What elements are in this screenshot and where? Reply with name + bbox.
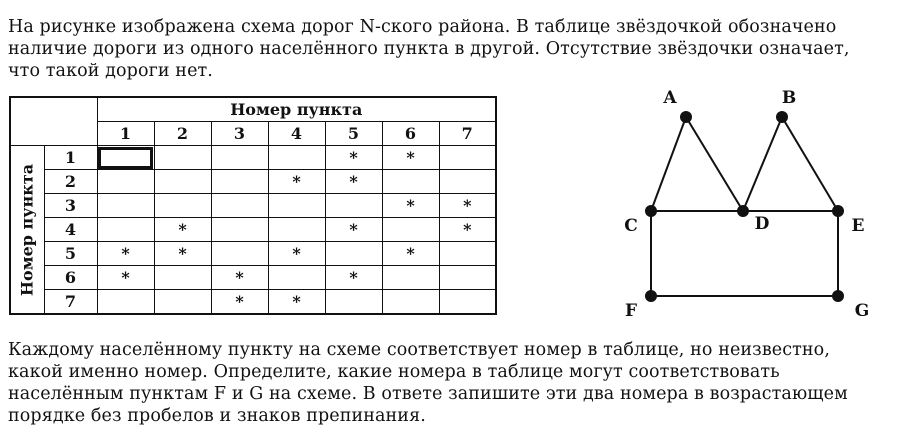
table-cell: * xyxy=(211,290,268,315)
road-B-D xyxy=(743,117,782,211)
node-C xyxy=(645,205,657,217)
table-cell xyxy=(97,290,154,315)
node-label-D: D xyxy=(754,214,770,234)
table-cell: * xyxy=(268,170,325,194)
question-line: населённым пунктам F и G на схеме. В ответе запишите эти два номера в возрастающем xyxy=(8,384,848,404)
table-cell: * xyxy=(154,242,211,266)
table-cell: * xyxy=(439,218,496,242)
node-label-A: A xyxy=(663,88,677,108)
row-number-7: 7 xyxy=(44,290,97,315)
row-number-5: 5 xyxy=(44,242,97,266)
table-cell xyxy=(211,218,268,242)
table-cell xyxy=(211,170,268,194)
table-cell xyxy=(154,194,211,218)
table-cell xyxy=(439,290,496,315)
table-cell xyxy=(325,242,382,266)
row-header-title: Номер пункта xyxy=(17,163,37,296)
row-number-6: 6 xyxy=(44,266,97,290)
node-A xyxy=(680,111,692,123)
table-cell xyxy=(268,194,325,218)
intro-line: наличие дороги из одного населённого пункта в другой. Отсутствие звёздочки означает, xyxy=(8,39,850,59)
row-number-4: 4 xyxy=(44,218,97,242)
table-cell: * xyxy=(268,242,325,266)
table-cell xyxy=(154,170,211,194)
table-cell xyxy=(97,170,154,194)
table-cell xyxy=(211,242,268,266)
table-cell: * xyxy=(439,194,496,218)
table-cell: * xyxy=(382,242,439,266)
node-E xyxy=(832,205,844,217)
table-cell xyxy=(211,194,268,218)
table-cell: * xyxy=(325,146,382,170)
column-number-6: 6 xyxy=(382,122,439,146)
node-F xyxy=(645,290,657,302)
road-B-E xyxy=(782,117,838,211)
table-cell: * xyxy=(382,146,439,170)
table-cell: * xyxy=(325,266,382,290)
question-line: порядке без пробелов и знаков препинания. xyxy=(8,406,426,426)
node-G xyxy=(832,290,844,302)
intro-line: что такой дороги нет. xyxy=(8,61,213,81)
table-cell: * xyxy=(268,290,325,315)
table-cell xyxy=(325,194,382,218)
node-label-E: E xyxy=(851,216,865,236)
table-cell xyxy=(382,290,439,315)
table-cell: * xyxy=(325,170,382,194)
road-A-C xyxy=(651,117,686,211)
table-row xyxy=(10,266,496,290)
road-A-D xyxy=(686,117,743,211)
column-number-7: 7 xyxy=(439,122,496,146)
node-label-G: G xyxy=(854,301,870,321)
column-number-4: 4 xyxy=(268,122,325,146)
column-number-1: 1 xyxy=(97,122,154,146)
table-cell: * xyxy=(97,242,154,266)
adjacency-table xyxy=(9,96,497,315)
table-cell xyxy=(439,146,496,170)
column-number-3: 3 xyxy=(211,122,268,146)
column-number-2: 2 xyxy=(154,122,211,146)
table-cell xyxy=(382,218,439,242)
table-cell: * xyxy=(154,218,211,242)
table-cell xyxy=(382,266,439,290)
table-cell xyxy=(439,266,496,290)
table-cell: * xyxy=(382,194,439,218)
row-number-1: 1 xyxy=(44,146,97,170)
table-cell xyxy=(268,146,325,170)
table-cell xyxy=(211,146,268,170)
table-row xyxy=(10,170,496,194)
table-cell xyxy=(97,194,154,218)
table-row xyxy=(10,242,496,266)
problem-intro xyxy=(8,16,908,82)
node-B xyxy=(776,111,788,123)
table-cell: * xyxy=(97,266,154,290)
table-cell: * xyxy=(211,266,268,290)
table-row xyxy=(10,290,496,315)
question-line: Каждому населённому пункту на схеме соответствует номер в таблице, но неизвестно, xyxy=(8,340,830,360)
row-number-2: 2 xyxy=(44,170,97,194)
table-cell: * xyxy=(325,218,382,242)
table-row xyxy=(10,218,496,242)
table-cell xyxy=(154,266,211,290)
table-cell xyxy=(97,146,154,170)
table-corner xyxy=(10,97,97,146)
table-cell xyxy=(382,170,439,194)
row-number-3: 3 xyxy=(44,194,97,218)
table-cell xyxy=(439,242,496,266)
node-D xyxy=(737,205,749,217)
node-label-B: B xyxy=(781,88,797,108)
question-line: какой именно номер. Определите, какие номера в таблице могут соответствовать xyxy=(8,362,780,382)
intro-line: На рисунке изображена схема дорог N-ского района. В таблице звёздочкой обозначено xyxy=(8,17,837,37)
table-cell xyxy=(268,266,325,290)
table-row xyxy=(10,146,496,170)
node-label-F: F xyxy=(624,301,638,321)
column-number-5: 5 xyxy=(325,122,382,146)
table-cell xyxy=(268,218,325,242)
column-header-title: Номер пункта xyxy=(97,97,496,122)
table-cell xyxy=(154,146,211,170)
road-diagram xyxy=(600,80,900,330)
table-cell xyxy=(325,290,382,315)
table-cell xyxy=(439,170,496,194)
table-cell xyxy=(154,290,211,315)
node-label-C: C xyxy=(624,216,638,236)
problem-question xyxy=(8,339,908,427)
table-row xyxy=(10,194,496,218)
row-header-title-cell xyxy=(10,146,44,315)
table-cell xyxy=(97,218,154,242)
